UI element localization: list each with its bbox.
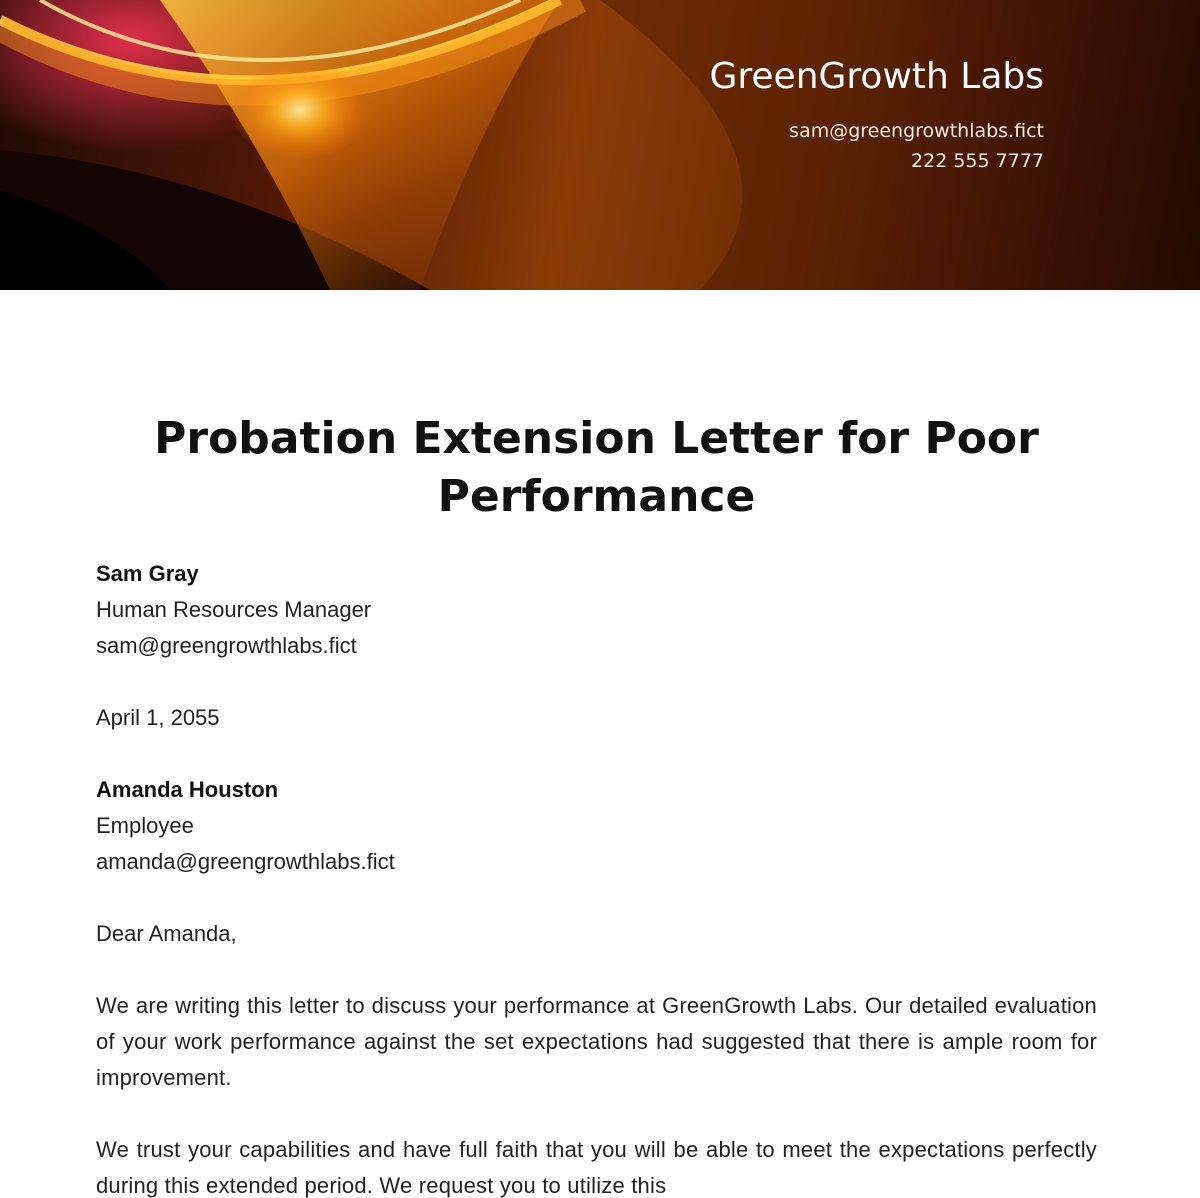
- date-line: April 1, 2055: [96, 705, 220, 730]
- sender-block: [96, 556, 1097, 664]
- sender-name: Sam Gray: [96, 561, 199, 586]
- spacer: [96, 952, 1097, 988]
- company-email[interactable]: sam@greengrowthlabs.fict: [789, 120, 1044, 142]
- letter-title: Probation Extension Letter for Poor Performance: [154, 413, 1039, 522]
- body-paragraph: We trust your capabilities and have full faith that you will be able to meet the expectations perfectly during this extended period. We request you to utilize this: [96, 1137, 1097, 1198]
- recipient-name: Amanda Houston: [96, 777, 279, 802]
- recipient-role: Employee: [96, 813, 194, 838]
- spacer: [96, 880, 1097, 916]
- recipient-email[interactable]: amanda@greengrowthlabs.fict: [96, 849, 395, 874]
- recipient-block: [96, 772, 1097, 880]
- spacer: [96, 1096, 1097, 1132]
- spacer: [96, 664, 1097, 700]
- company-name: GreenGrowth Labs: [709, 56, 1044, 97]
- sender-email[interactable]: sam@greengrowthlabs.fict: [96, 633, 357, 658]
- company-phone: 222 555 7777: [911, 150, 1044, 172]
- letter-body: [96, 410, 1097, 1198]
- spacer: [96, 736, 1097, 772]
- salutation: Dear Amanda,: [96, 921, 237, 946]
- sender-role: Human Resources Manager: [96, 597, 372, 622]
- header-banner: [0, 0, 1200, 290]
- company-contact-block: [710, 52, 1045, 176]
- body-paragraph: We are writing this letter to discuss your performance at GreenGrowth Labs. Our detailed evaluation of your work performance against the set expectations had suggested that there is ample room for improvement.: [96, 993, 1097, 1090]
